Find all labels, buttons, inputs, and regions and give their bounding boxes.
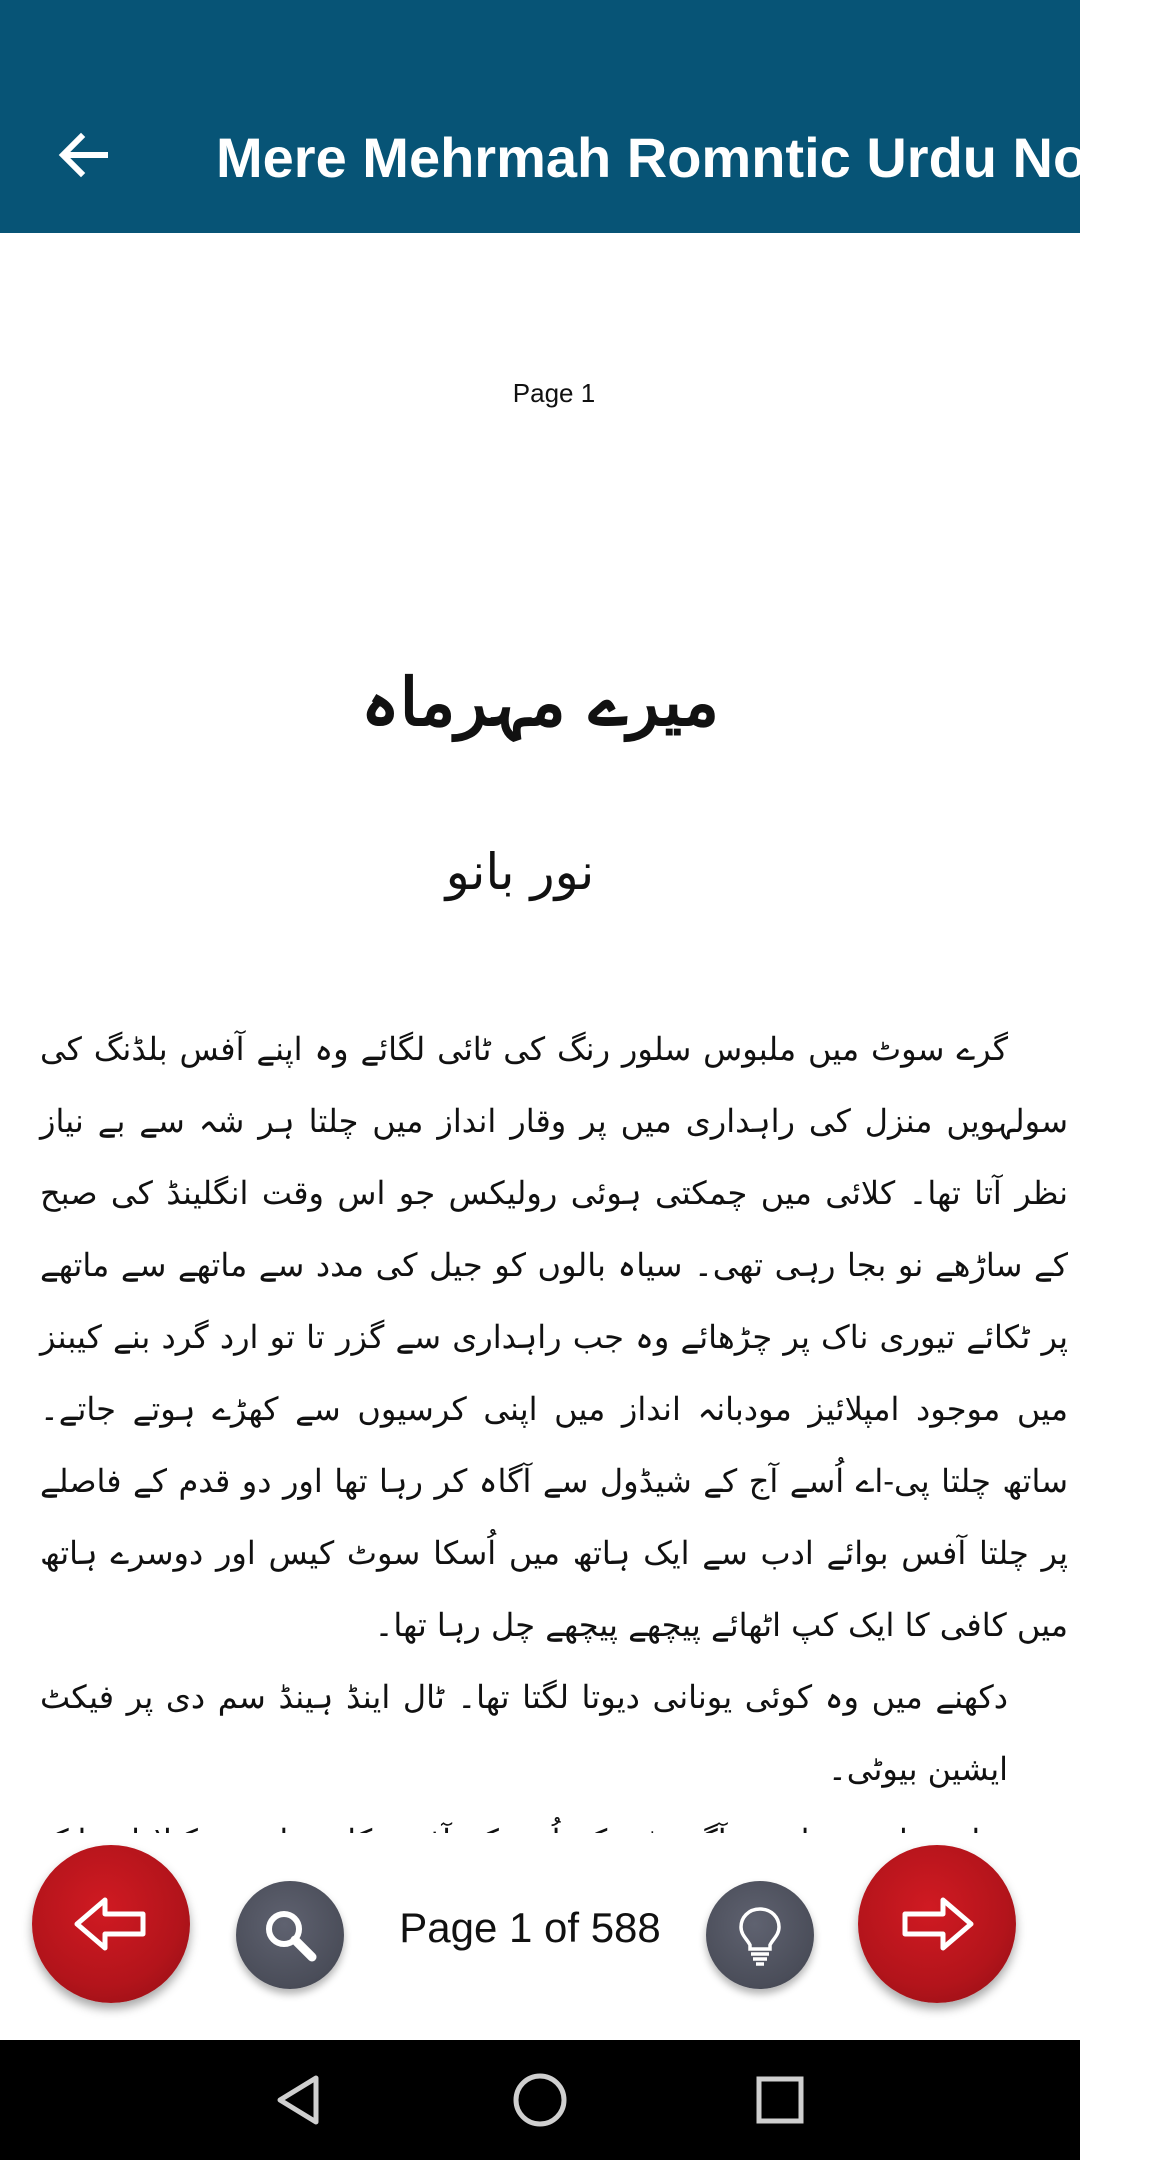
app-bar — [0, 0, 1165, 233]
page-label: Page 1 — [512, 378, 596, 408]
triangle-back-icon — [272, 2072, 328, 2128]
next-page-button[interactable] — [858, 1845, 1016, 2003]
square-recents-icon — [752, 2072, 808, 2128]
system-home-button[interactable] — [500, 2060, 580, 2140]
reader-page — [0, 233, 1080, 1833]
book-title: میرے مہرماہ — [361, 663, 719, 741]
hint-button[interactable] — [706, 1881, 814, 1989]
paragraph: گرے سوٹ میں ملبوس سلور رنگ کی ٹائی لگائے وہ اپنے آفس بلڈنگ کی سولہویں منزل کی راہداری میں پر وقار انداز میں چلتا ہر شہ سے بے نیاز نظر آتا تھا۔ کلائی میں چمکتی ہوئی رولیکس جو اس وقت انگلینڈ کی صبح کے ساڑھے نو بجا رہی تھی۔ سیاہ بالوں کو جیل کی مدد سے ماتھے سے ماتھے پر ٹکائے تیوری ناک پر چڑھائے وہ جب راہداری سے گزر تا تو ارد گرد بنے کیبنز میں موجود امپلائیز مودبانہ انداز میں اپنی کرسیوں سے کھڑے ہوتے جاتے۔ ساتھ چلتا پی-اے اُسے آج کے شیڈول سے آگاہ کر رہا تھا اور دو قدم کے فاصلے پر چلتا آفس بوائے ادب سے ایک ہاتھ میں اُسکا سوٹ کیس اور دوسرے ہاتھ میں کافی کا ایک کپ اٹھائے پیچھے پیچھے چل رہا تھا۔ — [40, 1030, 1069, 1644]
paragraph: دکھنے میں وہ کوئی یونانی دیوتا لگتا تھا۔ ٹال اینڈ ہینڈ سم دی پر فیکٹ ایشین بیوٹی۔ — [40, 1678, 1009, 1788]
arrow-left-outline-icon — [71, 1894, 151, 1954]
search-icon — [258, 1903, 322, 1967]
back-button[interactable] — [40, 112, 126, 198]
author-name: نور بانو — [445, 843, 595, 901]
previous-page-button[interactable] — [32, 1845, 190, 2003]
system-back-button[interactable] — [260, 2060, 340, 2140]
system-navigation-bar — [0, 2040, 1080, 2160]
reader-toolbar — [0, 1833, 1080, 2040]
search-button[interactable] — [236, 1881, 344, 1989]
system-recents-button[interactable] — [740, 2060, 820, 2140]
arrow-right-outline-icon — [897, 1894, 977, 1954]
page-counter: Page 1 of 588 — [399, 1904, 661, 1951]
page-title: Mere Mehrmah Romntic Urdu Novel — [216, 126, 1165, 189]
circle-home-icon — [510, 2070, 570, 2130]
arrow-left-icon — [53, 125, 113, 185]
lightbulb-icon — [732, 1903, 788, 1967]
story-text — [40, 1013, 1068, 1949]
